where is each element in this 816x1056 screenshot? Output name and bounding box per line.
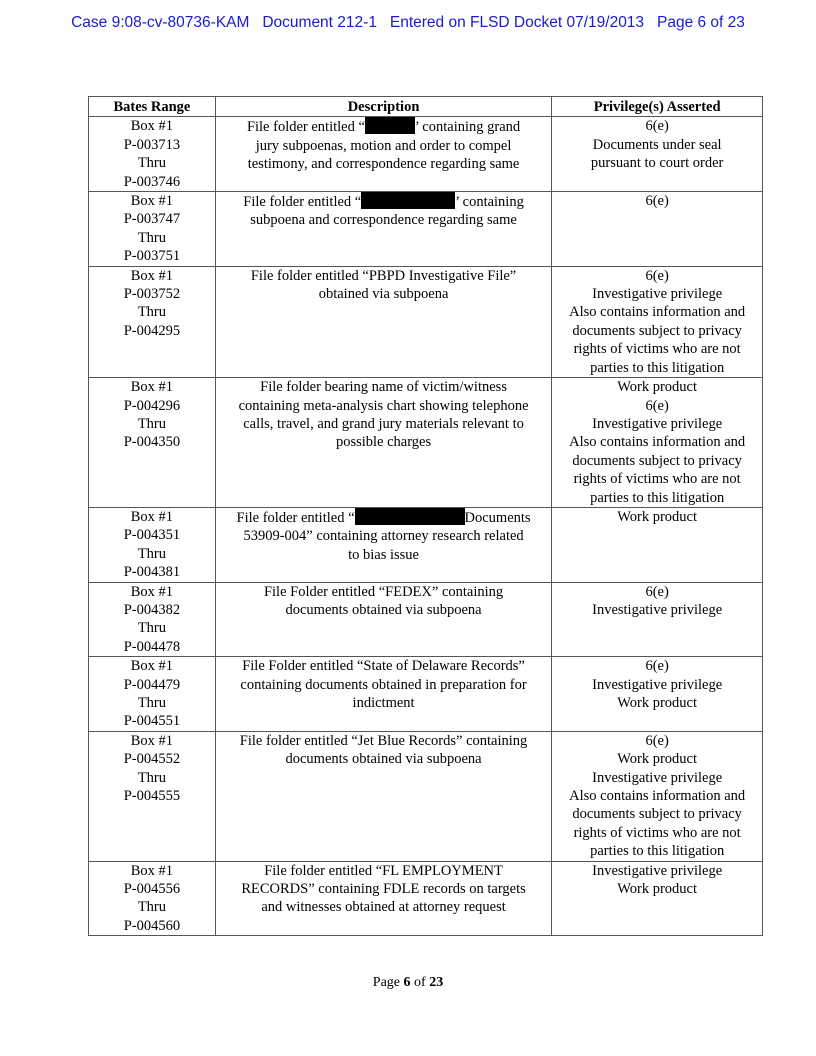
document-number: Document 212-1 (262, 14, 377, 31)
docket-header (0, 14, 816, 32)
privilege-cell (552, 657, 763, 732)
privilege-log-table (88, 96, 763, 936)
privilege-line: 6(e) (645, 583, 669, 600)
footer-page-label: Page (372, 975, 401, 990)
footer-current-page: 6 (403, 975, 411, 990)
privilege-line: parties to this litigation (590, 489, 725, 506)
redaction-block (361, 192, 455, 209)
bates-start: P-004552 (123, 751, 181, 768)
privilege-line: 6(e) (645, 732, 669, 749)
bates-cell (89, 117, 216, 192)
bates-thru: Thru (137, 415, 166, 432)
bates-end: P-004560 (123, 917, 181, 934)
bates-cell (89, 507, 216, 582)
bates-thru: Thru (137, 899, 166, 916)
privilege-line: Also contains information and (569, 304, 746, 321)
bates-cell (89, 731, 216, 861)
bates-thru: Thru (137, 620, 166, 637)
description-line: to bias issue (348, 546, 419, 563)
privilege-line: Also contains information and (569, 434, 746, 451)
description-line: File folder entitled “FL EMPLOYMENT (264, 862, 503, 879)
bates-thru: Thru (137, 229, 166, 246)
privilege-line: parties to this litigation (590, 843, 725, 860)
privilege-line: Work product (617, 881, 698, 898)
footer-total-pages: 23 (429, 975, 444, 990)
privilege-line: Work product (617, 379, 698, 396)
bates-cell (89, 582, 216, 657)
bates-end: P-003751 (123, 248, 181, 265)
bates-box: Box #1 (130, 508, 174, 525)
table-row (89, 731, 763, 861)
privilege-line: Work product (617, 751, 698, 768)
privilege-line: rights of victims who are not (573, 471, 741, 488)
description-line: jury subpoenas, motion and order to compel (255, 137, 512, 154)
description-cell (215, 266, 551, 377)
description-line: File Folder entitled “FEDEX” containing (263, 583, 504, 600)
bates-thru: Thru (137, 769, 166, 786)
table-row (89, 582, 763, 657)
bates-box: Box #1 (130, 193, 174, 210)
description-line: File folder entitled “PBPD Investigative File” (250, 267, 517, 284)
privilege-cell (552, 192, 763, 267)
privilege-line: rights of victims who are not (573, 341, 741, 358)
bates-thru: Thru (137, 155, 166, 172)
bates-box: Box #1 (130, 732, 174, 749)
case-number: Case 9:08-cv-80736-KAM (71, 14, 250, 31)
description-line: and witnesses obtained at attorney request (261, 899, 506, 916)
bates-end: P-003746 (123, 173, 181, 190)
description-cell (215, 117, 551, 192)
privilege-line: Also contains information and (569, 788, 746, 805)
description-cell (215, 507, 551, 582)
privilege-line: 6(e) (645, 658, 669, 675)
bates-thru: Thru (137, 304, 166, 321)
bates-end: P-004350 (123, 434, 181, 451)
privilege-line: documents subject to privacy (572, 806, 742, 823)
header-description: Description (215, 97, 551, 117)
table-header-row (89, 97, 763, 117)
table-row (89, 117, 763, 192)
footer-of: of (414, 975, 426, 990)
description-line: possible charges (335, 434, 432, 451)
privilege-cell (552, 861, 763, 936)
page-footer (0, 975, 816, 991)
privilege-cell (552, 731, 763, 861)
privilege-cell (552, 117, 763, 192)
bates-cell (89, 657, 216, 732)
bates-start: P-004479 (123, 676, 181, 693)
privilege-line: rights of victims who are not (573, 824, 741, 841)
table-row (89, 507, 763, 582)
description-line: subpoena and correspondence regarding same (250, 212, 517, 229)
description-cell (215, 861, 551, 936)
description-line: obtained via subpoena (318, 286, 449, 303)
privilege-cell (552, 378, 763, 508)
bates-thru: Thru (137, 695, 166, 711)
bates-cell (89, 378, 216, 508)
bates-start: P-004296 (123, 397, 181, 414)
description-line: containing meta-analysis chart showing telephone (238, 397, 529, 414)
bates-end: P-004551 (123, 713, 181, 730)
privilege-line: 6(e) (645, 397, 669, 414)
privilege-line: Investigative privilege (592, 862, 723, 879)
bates-cell (89, 266, 216, 377)
privilege-line: Investigative privilege (592, 769, 723, 786)
privilege-line: parties to this litigation (590, 359, 725, 376)
table-row (89, 192, 763, 267)
bates-start: P-003752 (123, 286, 181, 303)
description-line: documents obtained via subpoena (285, 751, 482, 768)
bates-start: P-004351 (123, 527, 181, 544)
description-line: File folder entitled “Jet Blue Records” containing (239, 732, 528, 749)
description-line: File folder entitled “ ’ containing grand (246, 119, 521, 136)
bates-start: P-003713 (123, 136, 181, 153)
bates-cell (89, 192, 216, 267)
bates-thru: Thru (137, 545, 166, 562)
privilege-line: Work product (617, 695, 698, 711)
description-cell (215, 731, 551, 861)
bates-end: P-004295 (123, 322, 181, 339)
privilege-line: pursuant to court order (590, 155, 724, 172)
bates-start: P-004556 (123, 881, 181, 898)
privilege-line: 6(e) (645, 267, 669, 284)
description-line: 53909-004” containing attorney research related (243, 528, 524, 545)
redaction-block (365, 117, 415, 134)
table-row (89, 266, 763, 377)
bates-box: Box #1 (130, 118, 174, 135)
table-row (89, 378, 763, 508)
description-cell (215, 657, 551, 732)
description-line: testimony, and correspondence regarding same (247, 156, 520, 173)
bates-start: P-004382 (123, 601, 181, 618)
header-privileges: Privilege(s) Asserted (552, 97, 763, 117)
privilege-cell (552, 266, 763, 377)
privilege-cell (552, 582, 763, 657)
description-line: File Folder entitled “State of Delaware Records” (242, 658, 525, 675)
privilege-line: Investigative privilege (592, 676, 723, 693)
bates-box: Box #1 (130, 267, 174, 284)
description-line: calls, travel, and grand jury materials relevant to (243, 415, 524, 432)
description-line: RECORDS” containing FDLE records on targets (241, 881, 526, 898)
privilege-line: Documents under seal (592, 136, 722, 153)
bates-box: Box #1 (130, 379, 174, 396)
bates-end: P-004381 (123, 564, 181, 581)
bates-box: Box #1 (130, 658, 174, 675)
description-cell (215, 582, 551, 657)
privilege-line: Investigative privilege (592, 286, 723, 303)
privilege-line: documents subject to privacy (572, 452, 742, 469)
bates-cell (89, 861, 216, 936)
bates-box: Box #1 (130, 862, 174, 879)
bates-end: P-004478 (123, 638, 181, 655)
table-row (89, 657, 763, 732)
privilege-line: Work product (617, 508, 698, 525)
description-line: File folder bearing name of victim/witness (260, 379, 507, 396)
privilege-line: documents subject to privacy (572, 322, 742, 339)
description-line: documents obtained via subpoena (285, 601, 482, 618)
header-bates-range: Bates Range (89, 97, 216, 117)
privilege-line: 6(e) (645, 193, 669, 210)
privilege-line: 6(e) (645, 118, 669, 135)
bates-box: Box #1 (130, 583, 174, 600)
privilege-line: Investigative privilege (592, 415, 723, 432)
description-line: File folder entitled “ Documents (236, 509, 531, 526)
privilege-line: Investigative privilege (592, 601, 723, 618)
privilege-cell (552, 507, 763, 582)
bates-end: P-004555 (123, 788, 181, 805)
table-row (89, 861, 763, 936)
redaction-block (355, 508, 465, 525)
description-line: indictment (352, 695, 415, 711)
entered-date: Entered on FLSD Docket 07/19/2013 (389, 14, 645, 31)
description-line: containing documents obtained in preparation for (240, 676, 527, 693)
description-cell (215, 192, 551, 267)
bates-start: P-003747 (123, 211, 181, 228)
header-page: Page 6 of 23 (656, 14, 745, 31)
description-line: File folder entitled “ ’ containing (243, 194, 524, 211)
description-cell (215, 378, 551, 508)
